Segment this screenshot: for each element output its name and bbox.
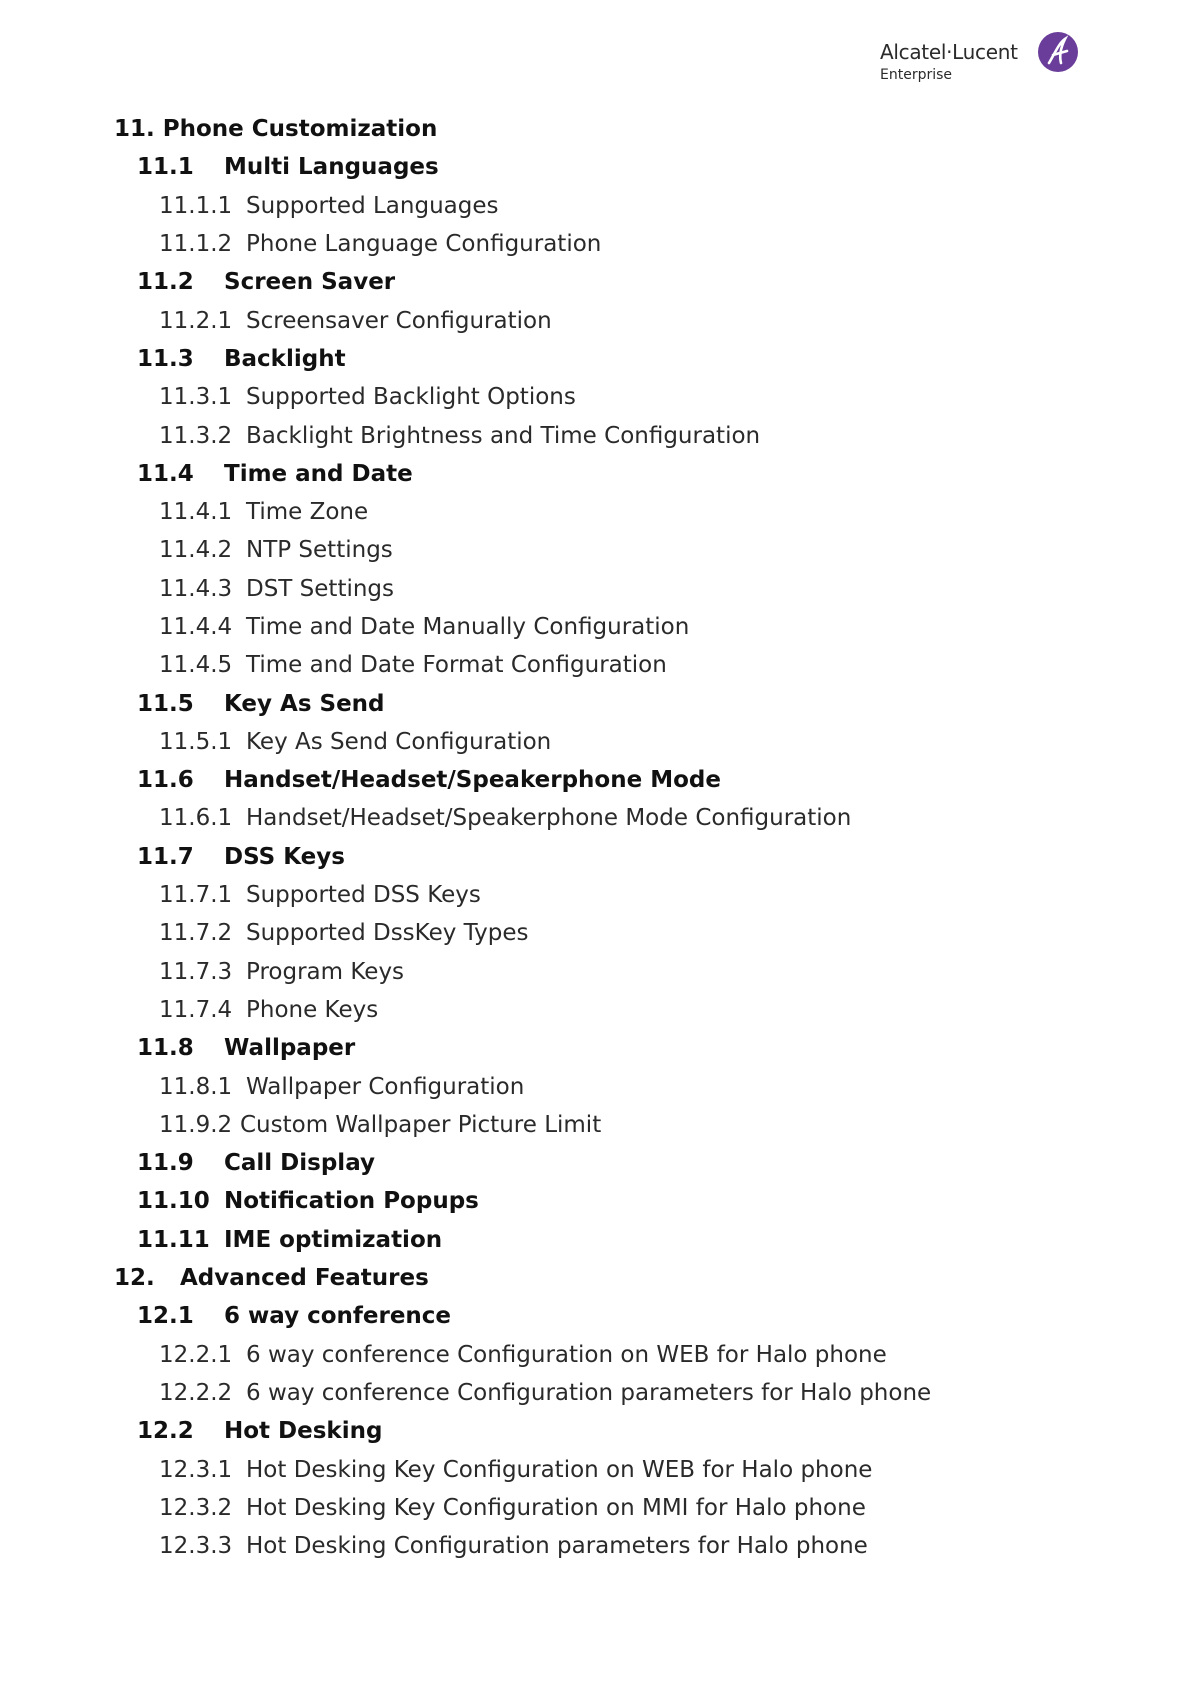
toc-entry-title: Notification Popups <box>224 1188 479 1215</box>
toc-entry[interactable] <box>0 876 1191 914</box>
toc-entry-number: 12.2.1 <box>159 1341 233 1368</box>
toc-entry-title: IME optimization <box>224 1226 443 1253</box>
toc-entry[interactable] <box>0 1374 1191 1412</box>
toc-entry[interactable] <box>0 570 1191 608</box>
toc-entry[interactable] <box>0 1297 1191 1335</box>
toc-entry[interactable] <box>0 914 1191 952</box>
toc-entry-number: 11.3.2 <box>159 422 233 449</box>
toc-entry-number: 11.7.2 <box>159 920 233 947</box>
toc-entry-number: 11.7.1 <box>159 882 233 909</box>
toc-entry-number: 11.4.4 <box>159 614 233 640</box>
toc-entry[interactable] <box>0 1336 1191 1374</box>
toc-entry[interactable] <box>0 1412 1191 1450</box>
toc-entry[interactable] <box>0 991 1191 1029</box>
toc-entry[interactable] <box>0 646 1191 684</box>
toc-entry-number: 12.2.2 <box>159 1379 233 1406</box>
toc-entry-number: 11.5 <box>137 690 194 717</box>
toc-entry[interactable] <box>0 263 1191 301</box>
toc-entry-title: Hot Desking Key Configuration on WEB for Halo phone <box>246 1456 873 1483</box>
toc-entry[interactable] <box>0 953 1191 991</box>
toc-entry[interactable] <box>0 493 1191 531</box>
toc-entry[interactable] <box>0 225 1191 263</box>
toc-entry[interactable] <box>0 723 1191 761</box>
toc-entry-number: 11.2 <box>137 269 194 296</box>
toc-entry-number: 11.9 <box>137 1150 194 1177</box>
toc-entry-title: Key As Send Configuration <box>246 728 552 755</box>
toc-entry-title: Backlight <box>224 345 346 372</box>
toc-entry-number: 11.4.1 <box>159 499 233 526</box>
toc-entry-title: Wallpaper <box>224 1035 356 1062</box>
toc-entry[interactable] <box>0 148 1191 186</box>
toc-entry-title: Supported Languages <box>246 192 499 219</box>
toc-entry-title: DSS Keys <box>224 843 345 870</box>
toc-entry-number: 11.8.1 <box>159 1073 233 1100</box>
toc-entry[interactable] <box>0 416 1191 454</box>
toc-entry-number: 12.3.3 <box>159 1533 233 1560</box>
toc-entry[interactable] <box>0 301 1191 339</box>
toc-entry-number: 11.5.1 <box>159 728 233 755</box>
toc-entry[interactable] <box>0 1182 1191 1220</box>
logo-sub-text: Enterprise <box>880 67 953 83</box>
toc-entry-number: 12.3.2 <box>159 1494 233 1521</box>
toc-entry-title: Time Zone <box>246 499 369 526</box>
toc-entry-number: 11.1 <box>137 154 194 181</box>
toc-entry-number: 11.8 <box>137 1035 194 1062</box>
toc-entry-number: 11.3.1 <box>159 384 233 411</box>
toc-entry-title: Custom Wallpaper Picture Limit <box>240 1111 602 1138</box>
toc-entry-title: Screensaver Configuration <box>246 307 552 334</box>
toc-entry[interactable] <box>0 378 1191 416</box>
toc-entry-number: 11.2.1 <box>159 307 233 334</box>
toc-entry-title: Hot Desking <box>224 1418 383 1445</box>
toc-entry[interactable] <box>0 684 1191 722</box>
toc-entry-number: 11.4.5 <box>159 652 233 679</box>
toc-entry[interactable] <box>0 1029 1191 1067</box>
toc-entry-title: Handset/Headset/Speakerphone Mode Configuration <box>246 805 852 832</box>
toc-entry-title: Phone Keys <box>246 996 379 1023</box>
toc-entry-title: Backlight Brightness and Time Configuration <box>246 422 761 449</box>
toc-entry-title: DST Settings <box>246 575 395 602</box>
toc-entry-number: 11.7.4 <box>159 996 233 1023</box>
toc-entry[interactable] <box>0 1106 1191 1144</box>
toc-entry[interactable] <box>0 455 1191 493</box>
toc-entry[interactable] <box>0 761 1191 799</box>
toc-entry-number: 11.11 <box>137 1226 210 1253</box>
toc-entry-title: Handset/Headset/Speakerphone Mode <box>224 767 721 794</box>
toc-entry-title: Multi Languages <box>224 154 439 181</box>
toc-entry[interactable] <box>0 1221 1191 1259</box>
toc-entry[interactable] <box>0 340 1191 378</box>
alcatel-lucent-logo-icon <box>1037 31 1079 73</box>
toc-entry[interactable] <box>0 1489 1191 1527</box>
toc-entry-number: 11.1.2 <box>159 231 233 258</box>
toc-entry-number: 11.3 <box>137 345 194 372</box>
toc-entry-number: 11.4 <box>137 460 194 487</box>
logo-brand-text: Alcatel·Lucent <box>880 40 1018 64</box>
toc-entry-title: Advanced Features <box>180 1265 429 1292</box>
toc-entry[interactable] <box>0 608 1191 646</box>
toc-entry-title: 6 way conference <box>224 1303 452 1330</box>
toc-entry-title: 11. Phone Customization <box>114 116 438 143</box>
toc-entry-title: 6 way conference Configuration on WEB for Halo phone <box>246 1341 887 1368</box>
toc-entry-number: 12.3.1 <box>159 1456 233 1483</box>
company-logo <box>880 28 1100 90</box>
toc-entry[interactable] <box>0 838 1191 876</box>
toc-entry-title: Call Display <box>224 1150 375 1177</box>
toc-entry-number: 11.10 <box>137 1188 210 1215</box>
toc-entry[interactable] <box>0 1144 1191 1182</box>
toc-entry-number: 11.9.2 <box>159 1111 233 1138</box>
toc-entry-title: Screen Saver <box>224 269 396 296</box>
toc-entry-title: Supported DSS Keys <box>246 882 481 909</box>
toc-entry[interactable] <box>0 187 1191 225</box>
toc-entry-title: 6 way conference Configuration parameters for Halo phone <box>246 1379 932 1406</box>
toc-entry[interactable] <box>0 531 1191 569</box>
toc-entry-number: 11.7 <box>137 843 194 870</box>
toc-entry-number: 11.7.3 <box>159 958 233 985</box>
toc-entry-number: 11.4.3 <box>159 575 233 602</box>
toc-entry-number: 11.1.1 <box>159 192 233 219</box>
toc-entry-title: Phone Language Configuration <box>246 231 602 258</box>
toc-entry-title: Wallpaper Configuration <box>246 1073 525 1100</box>
toc-entry-title: Time and Date Manually Configuration <box>246 614 690 640</box>
toc-entry-title: Time and Date <box>224 460 413 487</box>
toc-entry-title: Supported DssKey Types <box>246 920 529 947</box>
toc-entry[interactable] <box>0 799 1191 837</box>
toc-entry[interactable] <box>0 1527 1191 1565</box>
table-of-contents <box>0 110 1191 1565</box>
toc-entry-number: 11.4.2 <box>159 537 233 564</box>
toc-entry-title: Hot Desking Key Configuration on MMI for Halo phone <box>246 1494 866 1521</box>
toc-entry[interactable] <box>0 1259 1191 1297</box>
toc-entry-number: 12. <box>114 1265 155 1292</box>
toc-entry-number: 12.2 <box>137 1418 194 1445</box>
toc-entry-title: Supported Backlight Options <box>246 384 576 411</box>
toc-entry-title: NTP Settings <box>246 537 393 564</box>
toc-entry[interactable] <box>0 1067 1191 1105</box>
toc-entry-title: Hot Desking Configuration parameters for Halo phone <box>246 1533 868 1560</box>
toc-entry-title: Program Keys <box>246 958 405 985</box>
toc-entry[interactable] <box>0 1450 1191 1488</box>
toc-entry-title: Key As Send <box>224 690 385 717</box>
toc-entry-number: 11.6 <box>137 767 194 794</box>
toc-entry[interactable] <box>0 110 1191 148</box>
toc-entry-number: 12.1 <box>137 1303 194 1330</box>
toc-entry-number: 11.6.1 <box>159 805 233 832</box>
toc-entry-title: Time and Date Format Configuration <box>246 652 667 679</box>
